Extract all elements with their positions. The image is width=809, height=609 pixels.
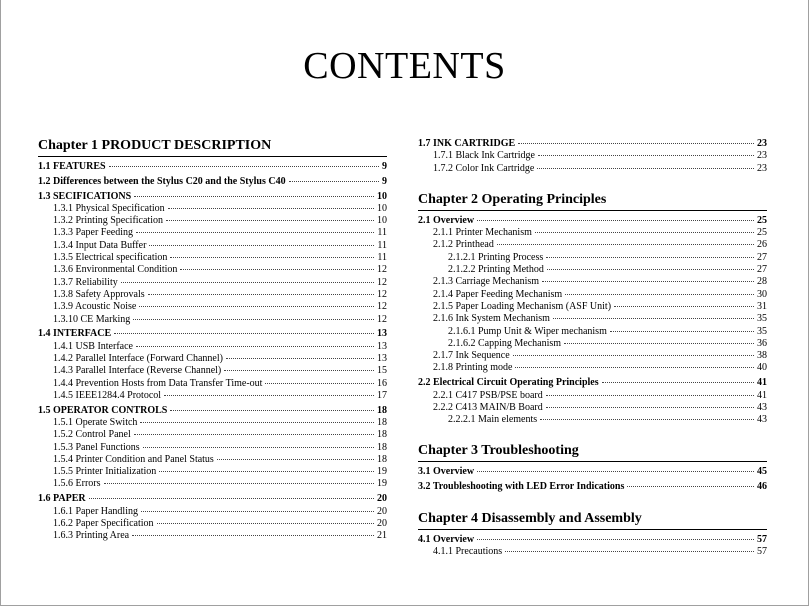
toc-column-right (418, 138, 767, 558)
toc-entry-title: 1.5.6 Errors (53, 478, 101, 490)
toc-entry-page: 18 (377, 404, 387, 416)
toc-entry-title: 2.1.7 Ink Sequence (433, 350, 510, 362)
dot-leader (497, 244, 754, 245)
toc-entry[interactable] (418, 215, 767, 227)
toc-entry-title: 1.3.5 Electrical specification (53, 252, 168, 264)
toc-entry-title: 1.2 Differences between the Stylus C20 and the Stylus C40 (38, 175, 286, 187)
toc-entry-page: 19 (377, 466, 387, 478)
toc-entry-page: 23 (757, 150, 767, 162)
toc-entry-page: 12 (377, 288, 387, 300)
toc-entry[interactable] (418, 150, 767, 162)
toc-entry-page: 18 (377, 429, 387, 441)
toc-entry-page: 20 (377, 493, 387, 505)
toc-entry-page: 18 (377, 441, 387, 453)
toc-entry-page: 12 (377, 276, 387, 288)
dot-leader (114, 333, 374, 334)
toc-entry-title: 1.4 INTERFACE (38, 328, 112, 340)
toc-entry-title: 1.3.2 Printing Specification (53, 215, 163, 227)
toc-entry[interactable] (418, 534, 767, 546)
toc-entry[interactable] (38, 227, 387, 239)
toc-entry-title: 1.5.3 Panel Functions (53, 441, 140, 453)
toc-entry[interactable] (38, 341, 387, 353)
toc-entry-page: 12 (377, 264, 387, 276)
toc-entry-title: 1.6.3 Printing Area (53, 530, 130, 542)
toc-entry[interactable] (38, 518, 387, 530)
dot-leader (538, 155, 754, 156)
toc-entry-title: 1.3.8 Safety Approvals (53, 288, 145, 300)
dot-leader (136, 346, 374, 347)
toc-entry[interactable] (38, 203, 387, 215)
dot-leader (139, 306, 374, 307)
dot-leader (134, 196, 374, 197)
dot-leader (89, 498, 374, 499)
dot-leader (224, 370, 374, 371)
toc-entry[interactable] (38, 454, 387, 466)
toc-entry[interactable] (38, 417, 387, 429)
toc-entry-title: 2.1.4 Paper Feeding Mechanism (433, 288, 563, 300)
toc-entry-title: 3.2 Troubleshooting with LED Error Indications (418, 481, 625, 493)
dot-leader (553, 318, 754, 319)
toc-entry-page: 9 (382, 175, 387, 187)
dot-leader (149, 245, 374, 246)
dot-leader (564, 343, 754, 344)
toc-entry-title: 1.4.1 USB Interface (53, 340, 133, 352)
toc-entry-page: 27 (757, 264, 767, 276)
toc-entry-title: 1.6.2 Paper Specification (53, 517, 154, 529)
toc-entry-title: 3.1 Overview (418, 466, 475, 478)
dot-leader (546, 395, 754, 396)
dot-leader (133, 319, 374, 320)
dot-leader (535, 232, 754, 233)
toc-entry-title: 1.4.3 Parallel Interface (Reverse Channel) (53, 365, 222, 377)
toc-entry-page: 25 (757, 214, 767, 226)
dot-leader (477, 471, 754, 472)
toc-entry-title: 2.2.2 C413 MAIN/B Board (433, 401, 543, 413)
toc-column-left (38, 138, 387, 542)
toc-entry-page: 12 (377, 313, 387, 325)
toc-entry-title: 1.5.4 Printer Condition and Panel Status (53, 453, 214, 465)
toc-entry[interactable] (38, 289, 387, 301)
toc-entry-page: 38 (757, 350, 767, 362)
toc-entry-page: 18 (377, 453, 387, 465)
toc-entry[interactable] (38, 176, 387, 188)
toc-entry-page: 43 (757, 401, 767, 413)
toc-entry-title: 1.5 OPERATOR CONTROLS (38, 404, 168, 416)
dot-leader (166, 220, 374, 221)
toc-entry-page: 15 (377, 365, 387, 377)
toc-entry-page: 43 (757, 414, 767, 426)
toc-entry-page: 16 (377, 377, 387, 389)
dot-leader (136, 232, 374, 233)
toc-entry-title: 1.1 FEATURES (38, 161, 106, 172)
toc-entry[interactable] (418, 313, 767, 325)
toc-entry-title: 2.2 Electrical Circuit Operating Principles (418, 377, 599, 389)
toc-entry-page: 46 (757, 481, 767, 493)
toc-entry-title: 1.5.1 Operate Switch (53, 416, 138, 428)
toc-entry-page: 11 (377, 227, 387, 239)
dot-leader (515, 367, 754, 368)
toc-entry-page: 13 (377, 340, 387, 352)
dot-leader (109, 166, 379, 167)
toc-entry[interactable] (38, 328, 387, 340)
chapter-heading: Chapter 2 Operating Principles (418, 192, 767, 211)
toc-entry[interactable] (418, 390, 767, 402)
dot-leader (614, 306, 754, 307)
dot-leader (157, 523, 374, 524)
toc-entry[interactable] (418, 227, 767, 239)
toc-entry-page: 23 (757, 162, 767, 174)
toc-entry-title: 1.7.1 Black Ink Cartridge (433, 150, 535, 162)
dot-leader (168, 208, 374, 209)
toc-entry-page: 41 (757, 377, 767, 389)
toc-entry-title: 4.1.1 Precautions (433, 545, 503, 557)
toc-entry-title: 1.7.2 Color Ink Cartridge (433, 162, 535, 174)
toc-entry-page: 10 (377, 190, 387, 202)
toc-entry-page: 57 (757, 545, 767, 557)
toc-entry[interactable] (418, 138, 767, 150)
toc-entry[interactable] (38, 390, 387, 402)
toc-entry-title: 1.6 PAPER (38, 493, 86, 505)
dot-leader (132, 535, 374, 536)
toc-entry-page: 35 (757, 313, 767, 325)
toc-entry[interactable] (418, 252, 767, 264)
dot-leader (121, 282, 374, 283)
dot-leader (289, 181, 379, 182)
toc-entry-title: 1.4.4 Prevention Hosts from Data Transfer Time-out (53, 377, 263, 389)
toc-entry[interactable] (38, 493, 387, 505)
toc-entry-title: 2.1.1 Printer Mechanism (433, 227, 532, 239)
toc-entry[interactable] (38, 442, 387, 454)
toc-entry-page: 28 (757, 276, 767, 288)
dot-leader (141, 511, 374, 512)
toc-entry[interactable] (38, 252, 387, 264)
toc-entry[interactable] (38, 429, 387, 441)
toc-entry-title: 1.3.4 Input Data Buffer (53, 239, 147, 251)
toc-entry-title: 1.3.6 Environmental Condition (53, 264, 178, 276)
toc-entry-page: 18 (377, 416, 387, 428)
toc-entry[interactable] (418, 481, 767, 493)
dot-leader (547, 269, 754, 270)
toc-entry-title: 2.1.6.1 Pump Unit & Wiper mechanism (448, 325, 607, 337)
toc-entry-page: 12 (377, 301, 387, 313)
toc-entry[interactable] (38, 530, 387, 542)
dot-leader (226, 358, 374, 359)
toc-entry-page: 17 (377, 389, 387, 401)
page-title: CONTENTS (303, 45, 506, 87)
dot-leader (627, 486, 754, 487)
toc-entry-page: 57 (757, 533, 767, 545)
toc-entry-title: 2.1.2.1 Printing Process (448, 251, 544, 263)
dot-leader (537, 168, 754, 169)
toc-entry-page: 11 (377, 252, 387, 264)
toc-entry[interactable] (418, 414, 767, 426)
toc-entry[interactable] (418, 350, 767, 362)
toc-entry-title: 1.3.7 Reliability (53, 276, 118, 288)
toc-entry[interactable] (38, 353, 387, 365)
toc-entry-title: 2.2.2.1 Main elements (448, 414, 538, 426)
chapter-heading: Chapter 4 Disassembly and Assembly (418, 511, 767, 530)
toc-entry[interactable] (38, 240, 387, 252)
toc-entry-page: 23 (757, 138, 767, 149)
toc-entry-page: 31 (757, 300, 767, 312)
toc-entry[interactable] (418, 264, 767, 276)
toc-entry-title: 2.1.2 Printhead (433, 239, 494, 251)
toc-entry[interactable] (418, 276, 767, 288)
dot-leader (565, 294, 754, 295)
toc-entry-title: 1.3.9 Acoustic Noise (53, 301, 137, 313)
toc-entry-title: 2.1.6 Ink System Mechanism (433, 313, 550, 325)
toc-entry-title: 2.1.3 Carriage Mechanism (433, 276, 540, 288)
toc-entry-page: 20 (377, 517, 387, 529)
toc-entry-page: 35 (757, 325, 767, 337)
dot-leader (518, 143, 754, 144)
toc-entry-page: 11 (377, 239, 387, 251)
toc-entry[interactable] (38, 191, 387, 203)
toc-entry[interactable] (38, 314, 387, 326)
dot-leader (159, 471, 374, 472)
toc-entry-page: 10 (377, 215, 387, 227)
dot-leader (477, 220, 754, 221)
toc-entry[interactable] (418, 163, 767, 175)
toc-entry-page: 9 (382, 161, 387, 172)
dot-leader (134, 434, 374, 435)
dot-leader (170, 410, 374, 411)
toc-entry-page: 41 (757, 389, 767, 401)
toc-entry-title: 1.6.1 Paper Handling (53, 505, 138, 517)
toc-entry-title: 1.4.2 Parallel Interface (Forward Channel) (53, 352, 223, 364)
toc-entry-page: 30 (757, 288, 767, 300)
toc-entry[interactable] (418, 326, 767, 338)
toc-entry[interactable] (418, 466, 767, 478)
dot-leader (164, 395, 374, 396)
dot-leader (505, 551, 754, 552)
toc-entry[interactable] (38, 365, 387, 377)
dot-leader (143, 447, 374, 448)
toc-entry[interactable] (38, 277, 387, 289)
dot-leader (265, 383, 374, 384)
toc-entry[interactable] (418, 239, 767, 251)
chapter-heading: Chapter 1 PRODUCT DESCRIPTION (38, 138, 387, 157)
toc-entry[interactable] (418, 546, 767, 558)
dot-leader (540, 419, 754, 420)
dot-leader (542, 281, 754, 282)
toc-entry[interactable] (418, 301, 767, 313)
toc-entry-page: 36 (757, 337, 767, 349)
toc-entry-page: 10 (377, 202, 387, 214)
toc-entry-title: 1.7 INK CARTRIDGE (418, 138, 516, 149)
toc-entry-page: 13 (377, 328, 387, 340)
toc-entry-title: 2.1.2.2 Printing Method (448, 264, 544, 276)
toc-entry-title: 1.3.3 Paper Feeding (53, 227, 133, 239)
dot-leader (217, 459, 374, 460)
toc-entry[interactable] (418, 289, 767, 301)
dot-leader (104, 483, 375, 484)
toc-entry-title: 1.3.10 CE Marking (53, 313, 131, 325)
toc-entry-title: 2.1.6.2 Capping Mechanism (448, 337, 562, 349)
dot-leader (170, 257, 374, 258)
toc-entry[interactable] (38, 405, 387, 417)
toc-entry-page: 25 (757, 227, 767, 239)
toc-entry[interactable] (418, 402, 767, 414)
toc-entry-title: 1.5.2 Control Panel (53, 429, 131, 441)
dot-leader (610, 331, 754, 332)
toc-entry-title: 1.3.1 Physical Specification (53, 202, 165, 214)
dot-leader (180, 269, 374, 270)
dot-leader (148, 294, 374, 295)
toc-entry-page: 19 (377, 478, 387, 490)
toc-entry-page: 45 (757, 466, 767, 478)
toc-entry[interactable] (38, 264, 387, 276)
toc-entry[interactable] (38, 301, 387, 313)
toc-entry-page: 20 (377, 505, 387, 517)
toc-entry[interactable] (418, 338, 767, 350)
chapter-heading: Chapter 3 Troubleshooting (418, 443, 767, 462)
toc-entry-title: 4.1 Overview (418, 533, 475, 545)
toc-entry-page: 27 (757, 251, 767, 263)
toc-entry-title: 1.3 SECIFICATIONS (38, 190, 132, 202)
toc-entry[interactable] (38, 215, 387, 227)
toc-entry[interactable] (38, 378, 387, 390)
dot-leader (546, 407, 754, 408)
toc-entry[interactable] (418, 362, 767, 374)
dot-leader (140, 422, 374, 423)
toc-entry-page: 21 (377, 530, 387, 542)
toc-entry-page: 26 (757, 239, 767, 251)
toc-entry[interactable] (418, 377, 767, 389)
toc-entry-title: 2.2.1 C417 PSB/PSE board (433, 389, 543, 401)
toc-entry[interactable] (38, 478, 387, 490)
toc-entry-page: 13 (377, 352, 387, 364)
toc-entry-title: 1.5.5 Printer Initialization (53, 466, 157, 478)
toc-entry-title: 1.4.5 IEEE1284.4 Protocol (53, 389, 162, 401)
dot-leader (602, 382, 754, 383)
toc-entry[interactable] (38, 466, 387, 478)
dot-leader (546, 257, 754, 258)
toc-entry-title: 2.1 Overview (418, 214, 475, 226)
toc-entry[interactable] (38, 506, 387, 518)
toc-entry-title: 2.1.8 Printing mode (433, 362, 513, 374)
dot-leader (513, 355, 754, 356)
dot-leader (477, 539, 754, 540)
toc-entry[interactable] (38, 161, 387, 173)
toc-entry-page: 40 (757, 362, 767, 374)
toc-entry-title: 2.1.5 Paper Loading Mechanism (ASF Unit) (433, 300, 612, 312)
